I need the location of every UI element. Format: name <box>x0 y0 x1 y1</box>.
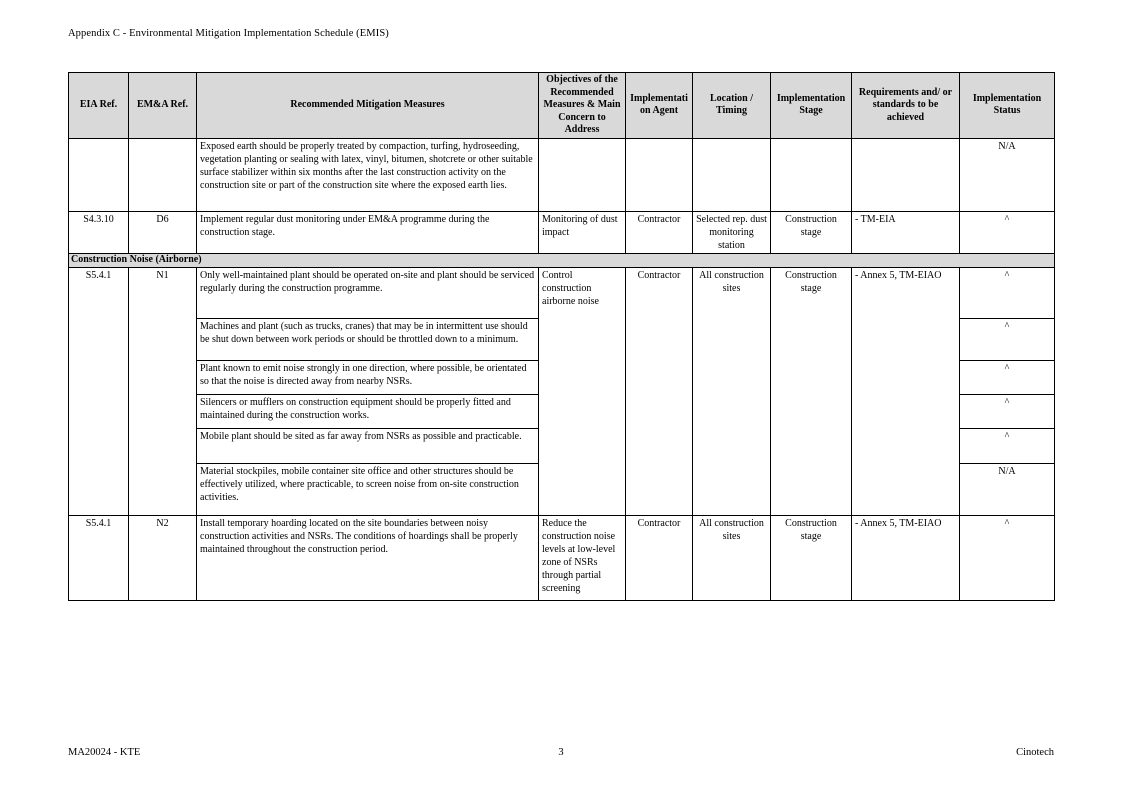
cell-stage: Construction stage <box>771 211 852 253</box>
measure-text: Install temporary hoarding located on the site boundaries between noisy construction activities and NSRs. The conditions of hoardings shall be properly maintained throughout the construction period. <box>197 515 539 600</box>
cell-requirements: - Annex 5, TM-EIAO <box>852 267 960 515</box>
appendix-title: Appendix C - Environmental Mitigation Implementation Schedule (EMIS) <box>68 28 389 39</box>
measure-text: Implement regular dust monitoring under EM&A programme during the construction stage. <box>197 211 539 253</box>
page-footer <box>68 747 1054 763</box>
status-cell: ^ <box>960 515 1055 600</box>
cell-requirements: - Annex 5, TM-EIAO <box>852 515 960 600</box>
footer-page-number: 3 <box>558 747 564 758</box>
table-row <box>69 515 1055 600</box>
empty-cell <box>129 138 197 211</box>
cell-ema-ref: D6 <box>129 211 197 253</box>
empty-cell <box>693 138 771 211</box>
col-header-agent: Implementation Agent <box>626 73 693 139</box>
col-header-objectives: Objectives of the Recommended Measures & Main Concern to Address <box>539 73 626 139</box>
col-header-measures: Recommended Mitigation Measures <box>197 73 539 139</box>
footer-project-ref: MA20024 - KTE <box>68 747 141 758</box>
measure-text: Only well-maintained plant should be operated on-site and plant should be serviced regularly during the construction programme. <box>197 267 539 318</box>
empty-cell <box>69 138 129 211</box>
cell-eia-ref: S5.4.1 <box>69 267 129 515</box>
table-row <box>69 211 1055 253</box>
cell-ema-ref: N2 <box>129 515 197 600</box>
status-cell: ^ <box>960 360 1055 394</box>
cell-eia-ref: S5.4.1 <box>69 515 129 600</box>
cell-agent: Contractor <box>626 515 693 600</box>
cell-location: All construction sites <box>693 515 771 600</box>
col-header-requirements: Requirements and/ or standards to be achieved <box>852 73 960 139</box>
table-row <box>69 138 1055 211</box>
cell-objective: Reduce the construction noise levels at low-level zone of NSRs through partial screening <box>539 515 626 600</box>
section-header-row <box>69 253 1055 267</box>
status-cell: N/A <box>960 463 1055 515</box>
table-header-row <box>69 73 1055 139</box>
status-cell: ^ <box>960 428 1055 463</box>
measure-text: Machines and plant (such as trucks, cranes) that may be in intermittent use should be shut down between work periods or should be throttled down to a minimum. <box>197 318 539 360</box>
cell-requirements: - TM-EIA <box>852 211 960 253</box>
empty-cell <box>771 138 852 211</box>
cell-agent: Contractor <box>626 267 693 515</box>
cell-objective: Monitoring of dust impact <box>539 211 626 253</box>
status-cell: ^ <box>960 318 1055 360</box>
status-cell: ^ <box>960 267 1055 318</box>
status-cell: ^ <box>960 394 1055 428</box>
section-header: Construction Noise (Airborne) <box>69 253 1055 267</box>
col-header-status: Implementation Status <box>960 73 1055 139</box>
cell-ema-ref: N1 <box>129 267 197 515</box>
status-cell: ^ <box>960 211 1055 253</box>
col-header-eia-ref: EIA Ref. <box>69 73 129 139</box>
cell-eia-ref: S4.3.10 <box>69 211 129 253</box>
col-header-ema-ref: EM&A Ref. <box>129 73 197 139</box>
empty-cell <box>539 138 626 211</box>
cell-objective: Control construction airborne noise <box>539 267 626 515</box>
col-header-stage: Implementation Stage <box>771 73 852 139</box>
footer-company: Cinotech <box>1016 747 1054 758</box>
table-row <box>69 267 1055 318</box>
emis-table <box>68 72 1055 601</box>
measure-text: Mobile plant should be sited as far away from NSRs as possible and practicable. <box>197 428 539 463</box>
empty-cell <box>626 138 693 211</box>
cell-stage: Construction stage <box>771 267 852 515</box>
col-header-location: Location / Timing <box>693 73 771 139</box>
empty-cell <box>852 138 960 211</box>
status-cell: N/A <box>960 138 1055 211</box>
measure-text: Silencers or mufflers on construction equipment should be properly fitted and maintained during the construction works. <box>197 394 539 428</box>
measure-text: Plant known to emit noise strongly in one direction, where possible, be orientated so that the noise is directed away from nearby NSRs. <box>197 360 539 394</box>
measure-text: Exposed earth should be properly treated by compaction, turfing, hydroseeding, vegetation planting or sealing with latex, vinyl, bitumen, shotcrete or other suitable surface stabilizer within six months after the last construction activity on the construction site or part of the construction site where the exposed earth lies. <box>197 138 539 211</box>
cell-location: All construction sites <box>693 267 771 515</box>
cell-stage: Construction stage <box>771 515 852 600</box>
cell-agent: Contractor <box>626 211 693 253</box>
measure-text: Material stockpiles, mobile container site office and other structures should be effectively utilized, where practicable, to screen noise from on-site construction activities. <box>197 463 539 515</box>
cell-location: Selected rep. dust monitoring station <box>693 211 771 253</box>
